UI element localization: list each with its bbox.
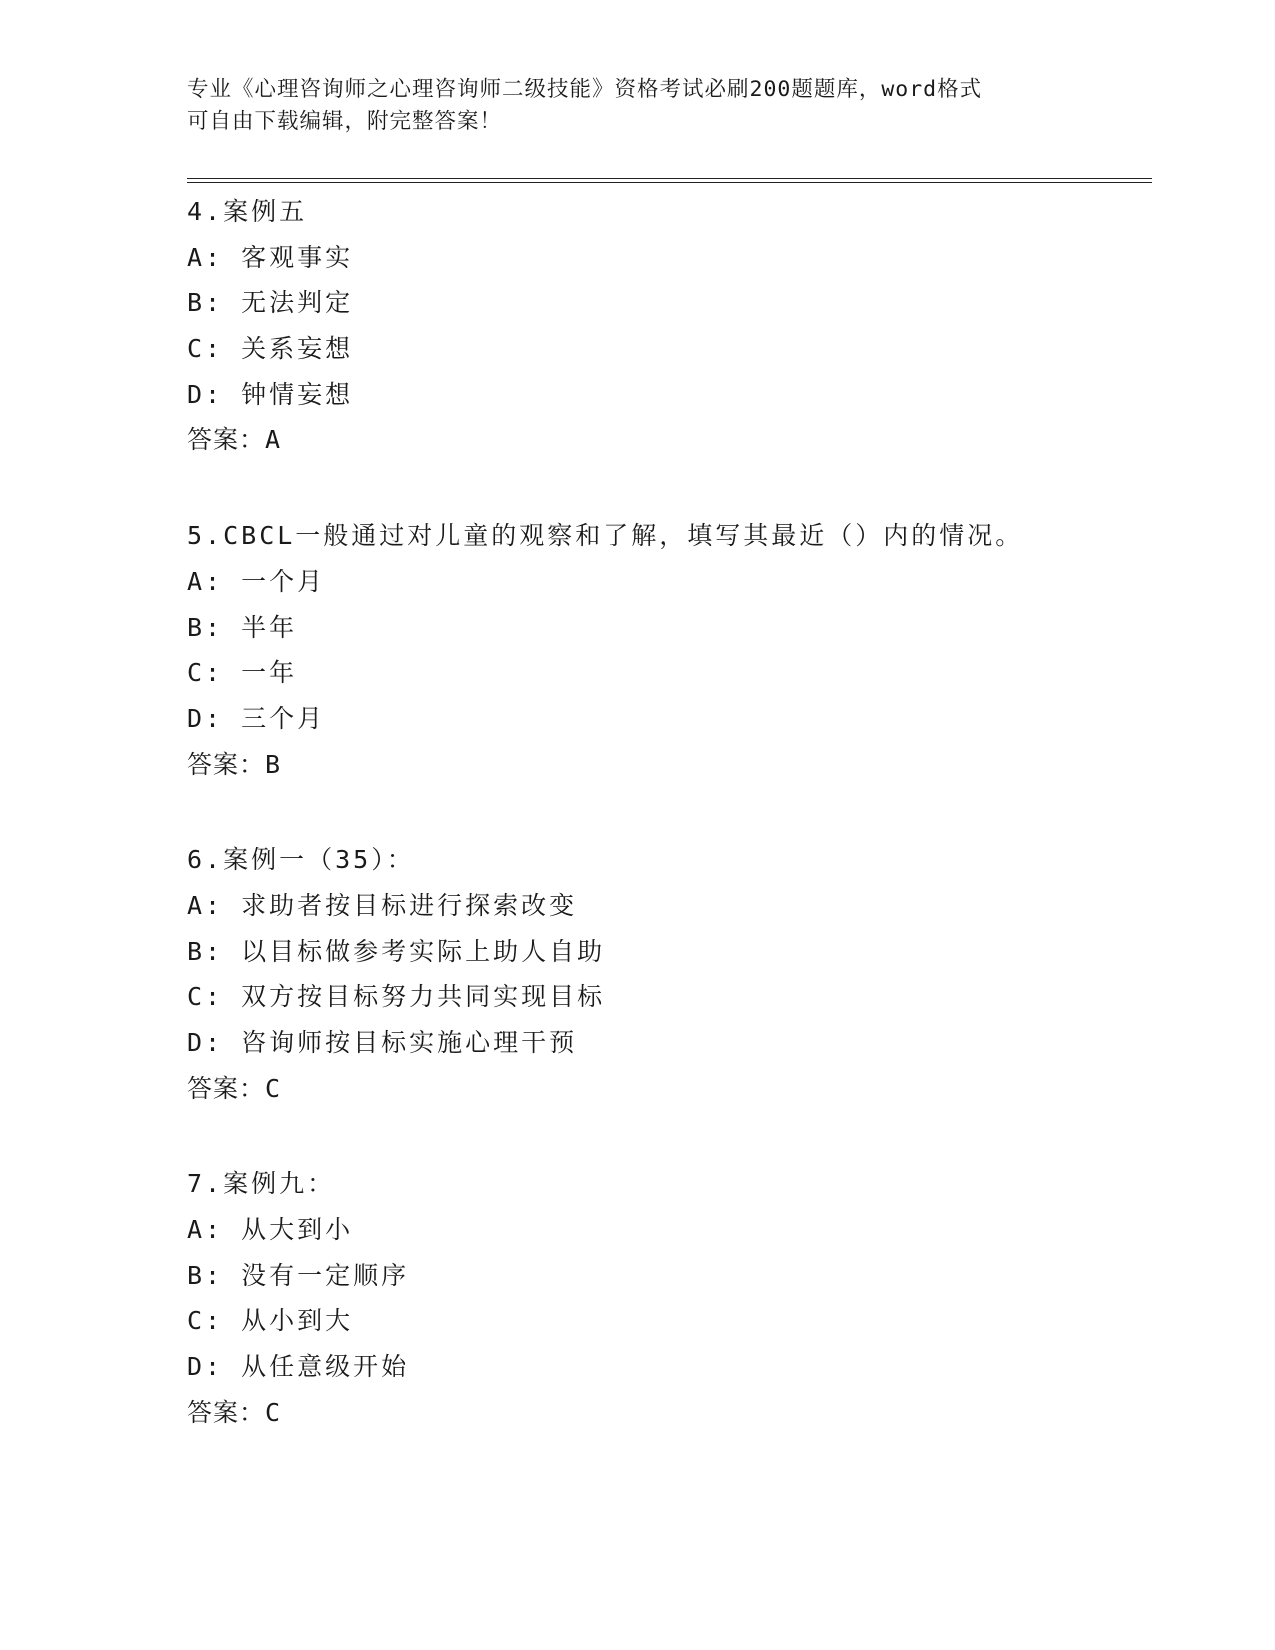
question-stem: 6.案例一（35）： bbox=[187, 845, 415, 875]
header-line-1: 专业《心理咨询师之心理咨询师二级技能》资格考试必刷200题题库，word格式 bbox=[187, 77, 983, 102]
option-label: D: bbox=[187, 703, 224, 733]
option-label: D: bbox=[187, 379, 224, 409]
option-text: 求助者按目标进行探索改变 bbox=[241, 890, 578, 920]
option-d bbox=[187, 1344, 1147, 1390]
answer-text: 答案：C bbox=[187, 1397, 282, 1427]
header-divider-bottom bbox=[187, 182, 1152, 183]
option-text: 咨询师按目标实施心理干预 bbox=[241, 1028, 578, 1057]
option-label: D: bbox=[187, 1028, 224, 1057]
header-line-2: 可自由下载编辑，附完整答案！ bbox=[187, 109, 503, 134]
option-text: 关系妄想 bbox=[241, 334, 354, 364]
option-text: 半年 bbox=[241, 612, 298, 642]
option-text: 从小到大 bbox=[241, 1306, 354, 1336]
option-c bbox=[187, 974, 1147, 1020]
option-c bbox=[187, 326, 1147, 372]
option-text: 双方按目标努力共同实现目标 bbox=[241, 982, 606, 1012]
question-list bbox=[187, 189, 1147, 1486]
option-label: A: bbox=[187, 890, 224, 920]
option-b bbox=[187, 929, 1147, 975]
option-b bbox=[187, 280, 1147, 326]
question-stem: 7.案例九： bbox=[187, 1169, 336, 1199]
option-label: C: bbox=[187, 1306, 224, 1336]
document-header bbox=[187, 74, 1087, 138]
option-text: 一年 bbox=[241, 658, 298, 688]
option-label: B: bbox=[187, 1260, 224, 1290]
option-text: 从大到小 bbox=[241, 1215, 354, 1245]
option-label: C: bbox=[187, 982, 224, 1012]
option-d bbox=[187, 372, 1147, 418]
answer-text: 答案：C bbox=[187, 1073, 282, 1103]
option-label: A: bbox=[187, 242, 224, 272]
option-a bbox=[187, 559, 1147, 605]
answer-text: 答案：B bbox=[187, 749, 282, 779]
option-text: 三个月 bbox=[241, 703, 326, 733]
option-label: C: bbox=[187, 334, 224, 364]
option-text: 没有一定顺序 bbox=[241, 1260, 410, 1290]
question-7 bbox=[187, 1161, 1147, 1435]
option-label: B: bbox=[187, 612, 224, 642]
answer-text: 答案：A bbox=[187, 425, 282, 455]
option-text: 一个月 bbox=[241, 566, 326, 596]
option-b bbox=[187, 1253, 1147, 1299]
option-label: B: bbox=[187, 936, 224, 966]
option-c bbox=[187, 650, 1147, 696]
header-divider-top bbox=[187, 178, 1152, 179]
option-b bbox=[187, 605, 1147, 651]
option-label: B: bbox=[187, 288, 224, 318]
option-label: C: bbox=[187, 658, 224, 688]
option-text: 钟情妄想 bbox=[241, 379, 354, 409]
option-text: 客观事实 bbox=[241, 242, 354, 272]
question-6 bbox=[187, 837, 1147, 1111]
option-d bbox=[187, 1020, 1147, 1066]
option-text: 以目标做参考实际上助人自助 bbox=[241, 936, 606, 966]
question-5 bbox=[187, 513, 1147, 787]
question-4 bbox=[187, 189, 1147, 463]
option-label: D: bbox=[187, 1352, 224, 1382]
option-a bbox=[187, 1207, 1147, 1253]
option-a bbox=[187, 235, 1147, 281]
option-a bbox=[187, 883, 1147, 929]
option-text: 无法判定 bbox=[241, 288, 354, 318]
option-d bbox=[187, 696, 1147, 742]
option-label: A: bbox=[187, 1215, 224, 1245]
question-stem: 5.CBCL一般通过对儿童的观察和了解，填写其最近（）内的情况。 bbox=[187, 521, 1024, 551]
question-stem: 4.案例五 bbox=[187, 197, 308, 226]
option-text: 从任意级开始 bbox=[241, 1352, 410, 1382]
option-label: A: bbox=[187, 566, 224, 596]
option-c bbox=[187, 1298, 1147, 1344]
